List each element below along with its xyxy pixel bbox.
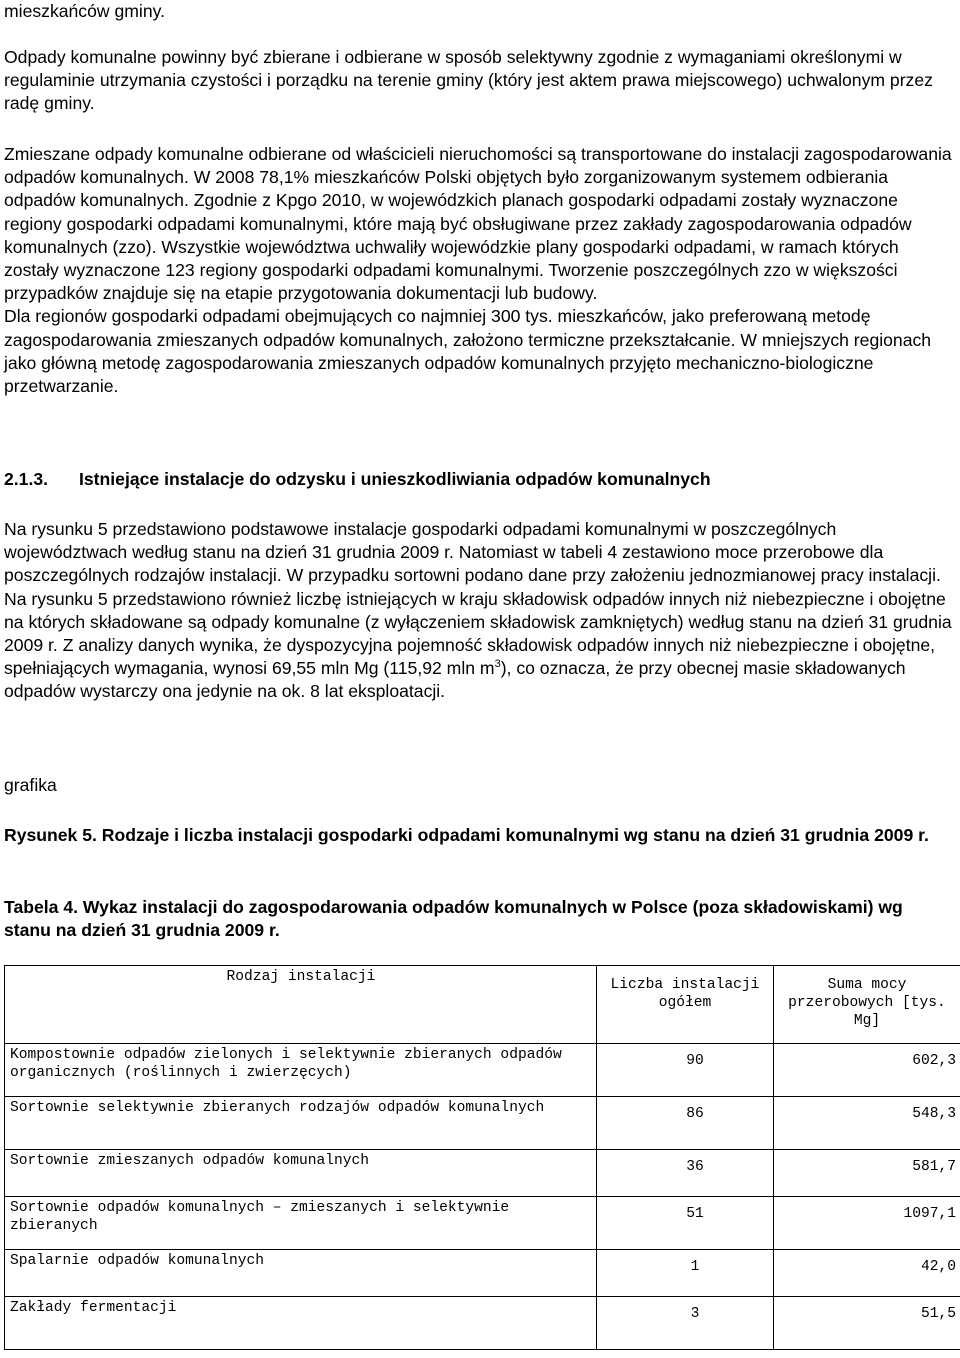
table-row <box>5 1297 960 1350</box>
landfills-text-a: Na rysunku 5 przedstawiono również liczbę istniejących w kraju składowisk odpadów innych niż niebezpieczne i obojętne na których składowane są odpady komunalne (z wyłączeniem składowisk zamkniętych) według stanu na dzień 31 grudnia 2009 r. Z analizy danych wynika, że dyspozycyjna pojemność składowisk odpadów innych niż niebezpieczne i obojętne, spełniających wymagania, wynosi 69,55 mln Mg (115,92 mln m <box>4 588 952 679</box>
cell-capacity: 548,3 <box>774 1097 960 1150</box>
cell-capacity: 1097,1 <box>774 1197 960 1250</box>
cell-type: Spalarnie odpadów komunalnych <box>5 1250 597 1297</box>
paragraph-group-mixed-waste <box>4 143 954 398</box>
table-caption: Tabela 4. Wykaz instalacji do zagospodarowania odpadów komunalnych w Polsce (poza składowiskami) wg stanu na dzień 31 grudnia 2009 r. <box>4 897 903 941</box>
superscript-3: 3 <box>494 658 501 671</box>
installations-table <box>4 965 960 1350</box>
cell-capacity: 581,7 <box>774 1150 960 1197</box>
table-row <box>5 1097 960 1150</box>
header-type: Rodzaj instalacji <box>5 966 597 1044</box>
section-title: Istniejące instalacje do odzysku i unieszkodliwiania odpadów komunalnych <box>79 469 711 489</box>
paragraph-selective-collection: Odpady komunalne powinny być zbierane i odbierane w sposób selektywny zgodnie z wymaganiami określonymi w regulaminie utrzymania czystości i porządku na terenie gminy (który jest aktem prawa miejscowego) uchwalonym przez radę gminy. <box>4 47 933 114</box>
paragraph-regions: Dla regionów gospodarki odpadami obejmujących co najmniej 300 tys. mieszkańców, jako preferowaną metodę zagospodarowania zmieszanych odpadów komunalnych, założono termiczne przekształcanie. W mniejszych regionach jako główną metodę zagospodarowania zmieszanych odpadów komunalnych przyjęto mechaniczno-biologiczne przetwarzanie. <box>4 306 932 397</box>
table-row <box>5 1250 960 1297</box>
cell-count: 1 <box>597 1250 774 1297</box>
paragraph-figure-reference: Na rysunku 5 przedstawiono podstawowe instalacje gospodarki odpadami komunalnymi w poszczególnych województwach według stanu na dzień 31 grudnia 2009 r. Natomiast w tabeli 4 zestawiono moce przerobowe dla poszczególnych rodzajów instalacji. W przypadku sortowni podano dane przy założeniu jednozmianowej pracy instalacji. <box>4 519 941 586</box>
landfills-text-b: ), co oznacza, że przy obecnej masie składowanych odpadów wystarczy ona jedynie na ok. 8 lat eksploatacji. <box>4 658 906 702</box>
cell-type: Sortownie odpadów komunalnych – zmieszanych i selektywnie zbieranych <box>5 1197 597 1250</box>
figure-caption: Rysunek 5. Rodzaje i liczba instalacji gospodarki odpadami komunalnymi wg stanu na dzień 31 grudnia 2009 r. <box>4 825 929 845</box>
table-row <box>5 1197 960 1250</box>
cell-count: 36 <box>597 1150 774 1197</box>
cell-count: 86 <box>597 1097 774 1150</box>
cell-capacity: 602,3 <box>774 1044 960 1097</box>
figure-placeholder: grafika <box>4 775 57 795</box>
header-count: Liczba instalacji ogółem <box>597 966 774 1044</box>
paragraph-landfills <box>4 588 954 704</box>
table-row <box>5 1150 960 1197</box>
header-capacity: Suma mocy przerobowych [tys. Mg] <box>774 966 960 1044</box>
cell-type: Sortownie selektywnie zbieranych rodzajów odpadów komunalnych <box>5 1097 597 1150</box>
section-number: 2.1.3. <box>4 469 49 489</box>
cell-type: Sortownie zmieszanych odpadów komunalnych <box>5 1150 597 1197</box>
cell-count: 90 <box>597 1044 774 1097</box>
cell-type: Zakłady fermentacji <box>5 1297 597 1350</box>
table-row <box>5 1044 960 1097</box>
cell-capacity: 42,0 <box>774 1250 960 1297</box>
cell-count: 3 <box>597 1297 774 1350</box>
cell-capacity: 51,5 <box>774 1297 960 1350</box>
paragraph-fragment: mieszkańców gminy. <box>4 1 165 21</box>
cell-type: Kompostownie odpadów zielonych i selektywnie zbieranych odpadów organicznych (roślinnych i zwierzęcych) <box>5 1044 597 1097</box>
table-header-row <box>5 966 960 1044</box>
cell-count: 51 <box>597 1197 774 1250</box>
paragraph-mixed-waste: Zmieszane odpady komunalne odbierane od właścicieli nieruchomości są transportowane do instalacji zagospodarowania odpadów komunalnych. W 2008 78,1% mieszkańców Polski objętych było zorganizowanym systemem odbierania odpadów komunalnych. Zgodnie z Kpgo 2010, w wojewódzkich planach gospodarki odpadami zostały wyznaczone regiony gospodarki odpadami komunalnymi, które mają być obsługiwane przez zakłady zagospodarowania odpadów komunalnych (zzo). Wszystkie województwa uchwaliły wojewódzkie plany gospodarki odpadami, w ramach których zostały wyznaczone 123 regiony gospodarki odpadami komunalnymi. Tworzenie poszczególnych zzo w większości przypadków znajduje się na etapie przygotowania dokumentacji lub budowy. <box>4 144 952 304</box>
paragraph-group-installations <box>4 518 954 704</box>
section-heading <box>4 468 711 491</box>
